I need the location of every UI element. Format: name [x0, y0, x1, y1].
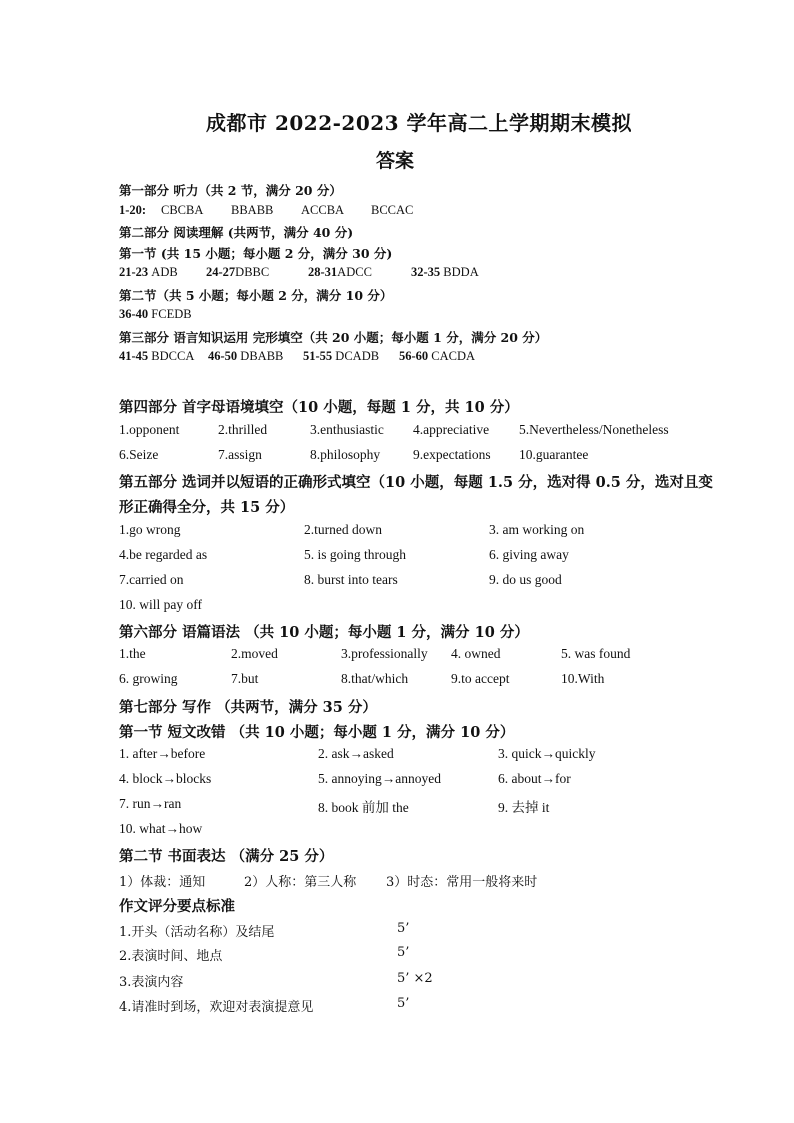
part6-answer: 6. growing: [119, 671, 178, 686]
part4-answer: 9.expectations: [413, 447, 491, 462]
part6-answer: 4. owned: [451, 646, 501, 661]
part6-answer: 3.professionally: [341, 646, 428, 661]
part5-answer: 7.carried on: [119, 572, 184, 587]
criteria-item: 1.开头（活动名称）及结尾: [119, 925, 275, 940]
part5-answer: 9. do us good: [489, 572, 562, 587]
part3-item: 41-45 BDCCA: [119, 349, 195, 363]
part1-answer-group: BBABB: [231, 203, 274, 217]
part7-correction: 5. annoying→annoyed: [318, 771, 441, 786]
part5-heading: 第五部分 选词并以短语的正确形式填空（10 小题，每题 1.5 分，选对得 0.5 分，选对且变: [119, 474, 713, 491]
part4-answer: 6.Seize: [119, 447, 159, 462]
criteria-item: 4.请准时到场，欢迎对表演提意见: [119, 1000, 314, 1015]
criteria-heading: 作文评分要点标准: [119, 898, 235, 915]
part4-answer: 8.philosophy: [310, 447, 381, 462]
writing-info: 1）体裁：通知: [119, 875, 206, 890]
part5-answer: 4.be regarded as: [119, 547, 208, 562]
part7-correction: 2. ask→asked: [318, 746, 394, 761]
part4-answer: 5.Nevertheless/Nonetheless: [519, 422, 669, 437]
criteria-item: 3.表演内容: [119, 975, 184, 990]
part7-correction: 10. what→how: [119, 821, 203, 836]
part1-heading: 第一部分 听力（共 2 节，满分 20 分）: [119, 183, 342, 198]
answer-heading: 答案: [376, 150, 415, 172]
part2-sec2-item: 36-40 FCEDB: [119, 307, 192, 321]
part5-answer: 1.go wrong: [119, 522, 181, 537]
part6-answer: 8.that/which: [341, 671, 409, 686]
criteria-score: 5’: [397, 921, 410, 936]
part6-answer: 7.but: [231, 671, 259, 686]
criteria-score: 5’ ×2: [397, 971, 433, 986]
part6-answer: 1.the: [119, 646, 146, 661]
part1-range: 1-20:: [119, 203, 147, 217]
part4-answer: 1.opponent: [119, 422, 180, 437]
part3-item: 56-60 CACDA: [399, 349, 476, 363]
page-title: 成都市 2022-2023 学年高二上学期期末模拟: [206, 111, 633, 135]
part4-answer: 4.appreciative: [413, 422, 490, 437]
part1-answer-group: CBCBA: [161, 203, 204, 217]
part7-heading: 第七部分 写作 （共两节，满分 35 分）: [119, 699, 377, 716]
part7-correction: 4. block→blocks: [119, 771, 212, 786]
part4-answer: 10.guarantee: [519, 447, 589, 462]
part5-answer: 2.turned down: [304, 522, 382, 537]
part1-answer-group: ACCBA: [301, 203, 345, 217]
part6-answer: 5. was found: [561, 646, 631, 661]
part3-item: 46-50 DBABB: [208, 349, 284, 363]
writing-info: 3）时态：常用一般将来时: [386, 875, 538, 890]
part4-answer: 3.enthusiastic: [310, 422, 384, 437]
criteria-score: 5’: [397, 945, 410, 960]
part3-heading: 第三部分 语言知识运用 完形填空（共 20 小题；每小题 1 分，满分 20 分）: [119, 330, 548, 345]
part2-sec1-heading: 第一节 (共 15 小题；每小题 2 分，满分 30 分): [119, 246, 393, 261]
part7-correction: 9. 去掉 it: [498, 800, 550, 815]
part5-answer: 8. burst into tears: [304, 572, 398, 587]
part5-heading-cont: 形正确得全分，共 15 分）: [119, 499, 295, 516]
part7-correction: 6. about→for: [498, 771, 571, 786]
part2-sec1-item: 28-31ADCC: [308, 265, 372, 279]
part7-sec1-heading: 第一节 短文改错 （共 10 小题；每小题 1 分，满分 10 分）: [119, 724, 515, 741]
part6-answer: 9.to accept: [451, 671, 510, 686]
part7-correction: 8. book 前加 the: [318, 800, 409, 815]
part5-answer: 3. am working on: [489, 522, 585, 537]
writing-info: 2）人称：第三人称: [244, 875, 357, 890]
part2-sec1-item: 21-23 ADB: [119, 265, 178, 279]
part1-answer-group: BCCAC: [371, 203, 414, 217]
criteria-item: 2.表演时间、地点: [119, 949, 223, 964]
part5-answer: 10. will pay off: [119, 597, 202, 612]
part7-sec2-heading: 第二节 书面表达 （满分 25 分）: [119, 848, 334, 865]
part4-answer: 2.thrilled: [218, 422, 268, 437]
part6-heading: 第六部分 语篇语法 （共 10 小题；每小题 1 分，满分 10 分）: [119, 624, 529, 641]
part7-correction: 3. quick→quickly: [498, 746, 596, 761]
part3-item: 51-55 DCADB: [303, 349, 380, 363]
part5-answer: 6. giving away: [489, 547, 569, 562]
part6-answer: 2.moved: [231, 646, 278, 661]
criteria-score: 5’: [397, 996, 410, 1011]
part6-answer: 10.With: [561, 671, 605, 686]
part4-heading: 第四部分 首字母语境填空（10 小题，每题 1 分，共 10 分）: [119, 399, 519, 416]
part2-sec1-item: 24-27DBBC: [206, 265, 270, 279]
part2-sec1-item: 32-35 BDDA: [411, 265, 479, 279]
part2-heading: 第二部分 阅读理解 (共两节，满分 40 分): [119, 225, 354, 240]
part2-sec2-heading: 第二节（共 5 小题；每小题 2 分，满分 10 分）: [119, 288, 393, 303]
part7-correction: 7. run→ran: [119, 796, 182, 811]
part7-correction: 1. after→before: [119, 746, 206, 761]
part4-answer: 7.assign: [218, 447, 262, 462]
part5-answer: 5. is going through: [304, 547, 407, 562]
